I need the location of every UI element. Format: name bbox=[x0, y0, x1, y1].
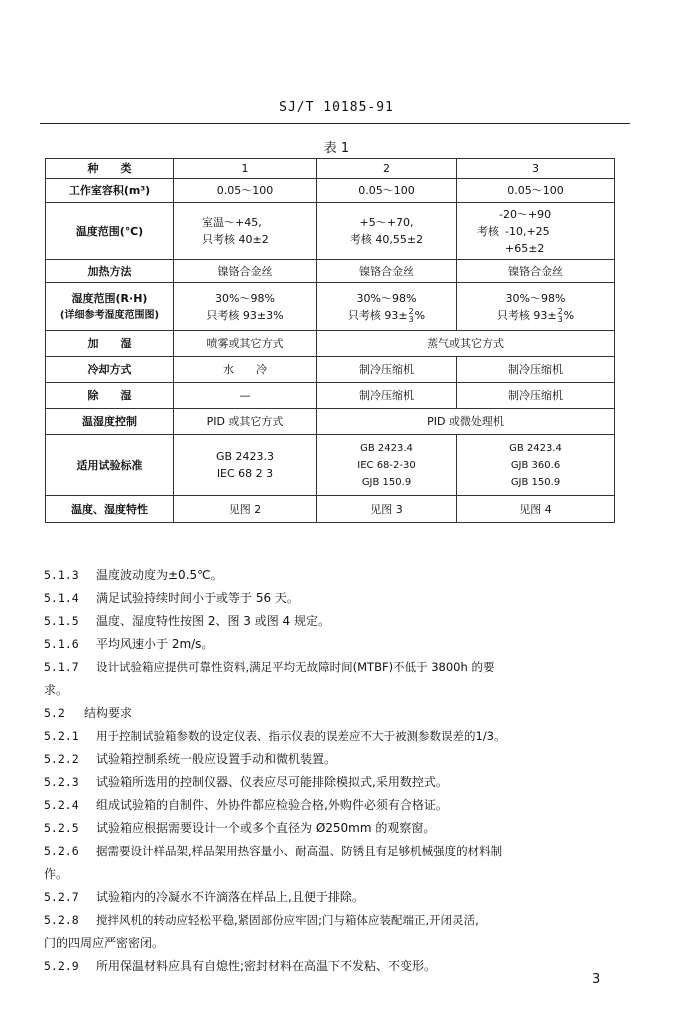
clause-paragraph bbox=[44, 909, 630, 932]
clause-number: 5.2.4 bbox=[44, 798, 79, 812]
row-label: 温度范围(℃) bbox=[46, 203, 174, 260]
header-cell-1: 1 bbox=[174, 159, 317, 179]
cell-line: GB 2423.4 bbox=[509, 442, 562, 454]
clause-paragraph bbox=[44, 794, 630, 817]
clause-text: 平均风速小于 2m/s。 bbox=[96, 637, 214, 651]
table-row bbox=[46, 357, 615, 383]
header-cell-2: 2 bbox=[317, 159, 457, 179]
cell: 制冷压缩机 bbox=[457, 357, 615, 383]
row-label: 冷却方式 bbox=[46, 357, 174, 383]
cell-line: GB 2423.3 bbox=[215, 450, 275, 463]
fraction-denominator: 3 bbox=[557, 314, 563, 324]
cell-line: GJB 150.9 bbox=[510, 476, 561, 488]
spec-table bbox=[45, 158, 615, 523]
row-label: 加热方法 bbox=[46, 260, 174, 283]
cell bbox=[174, 435, 317, 496]
clause-paragraph bbox=[44, 656, 630, 679]
cell-line: 30%～98% bbox=[356, 291, 417, 305]
cell-line: 30%～98% bbox=[505, 291, 566, 305]
cell-line: 室温～+45, bbox=[202, 216, 262, 229]
cell-prefix: 考核 bbox=[477, 224, 499, 238]
table-title: 表 1 bbox=[323, 141, 350, 156]
clause-text: 温度波动度为±0.5℃。 bbox=[96, 568, 223, 582]
cell-line: IEC 68-2-30 bbox=[357, 459, 416, 471]
clause-text: 试验箱内的冷凝水不许滴落在样品上,且便于排除。 bbox=[96, 890, 364, 904]
cell: 0.05～100 bbox=[457, 179, 615, 203]
clause-text: 组成试验箱的自制件、外协件都应检验合格,外购件必须有合格证。 bbox=[96, 798, 448, 812]
cell bbox=[457, 283, 615, 331]
clause-number: 5.2.8 bbox=[44, 913, 79, 927]
cell: 0.05～100 bbox=[317, 179, 457, 203]
fraction bbox=[558, 308, 563, 324]
cell: 制冷压缩机 bbox=[457, 383, 615, 409]
cell: 制冷压缩机 bbox=[317, 383, 457, 409]
clause-paragraph bbox=[44, 886, 630, 909]
header-cell-3: 3 bbox=[457, 159, 615, 179]
clause-number: 5.2.7 bbox=[44, 890, 79, 904]
table-row bbox=[46, 179, 615, 203]
table-row bbox=[46, 409, 615, 435]
table-row bbox=[46, 331, 615, 357]
clause-paragraph bbox=[44, 725, 630, 748]
cell bbox=[317, 435, 457, 496]
cell: 见图 2 bbox=[174, 496, 317, 523]
row-label bbox=[46, 283, 174, 331]
clause-text: 满足试验持续时间小于或等于 56 天。 bbox=[96, 591, 299, 605]
table-header-row bbox=[46, 159, 615, 179]
fraction bbox=[409, 308, 414, 324]
fraction-numerator: 2 bbox=[557, 306, 563, 316]
row-label-line: 湿度范围(R·H) bbox=[71, 291, 148, 305]
cell: PID 或其它方式 bbox=[174, 409, 317, 435]
cell-unit: % bbox=[414, 308, 426, 322]
row-label: 适用试验标准 bbox=[46, 435, 174, 496]
cell-line: +5～+70, bbox=[359, 216, 414, 229]
clause-number: 5.2.6 bbox=[44, 844, 79, 858]
table-row bbox=[46, 203, 615, 260]
header-rule bbox=[40, 123, 630, 124]
merged-cell: PID 或微处理机 bbox=[317, 409, 615, 435]
clause-continuation: 求。 bbox=[44, 683, 69, 697]
cell bbox=[457, 435, 615, 496]
clause-paragraph bbox=[44, 587, 630, 610]
row-label: 温湿度控制 bbox=[46, 409, 174, 435]
clause-paragraph bbox=[44, 564, 630, 587]
cell bbox=[317, 283, 457, 331]
table-row bbox=[46, 496, 615, 523]
cell-line: GB 2423.4 bbox=[360, 442, 413, 454]
clause-number: 5.2.1 bbox=[44, 729, 79, 743]
cell-text: 只考核 93± bbox=[496, 308, 557, 322]
cell-line: 只考核 40±2 bbox=[202, 233, 269, 246]
clause-number: 5.1.6 bbox=[44, 637, 79, 651]
cell-line bbox=[319, 307, 454, 324]
table-row bbox=[46, 435, 615, 496]
row-label: 除 湿 bbox=[46, 383, 174, 409]
cell-line bbox=[477, 223, 612, 240]
merged-cell: 蒸气或其它方式 bbox=[317, 331, 615, 357]
fraction-numerator: 2 bbox=[408, 306, 414, 316]
clause-number: 5.1.5 bbox=[44, 614, 79, 628]
fraction-denominator: 3 bbox=[408, 314, 414, 324]
clause-continuation: 门的四周应严密密闭。 bbox=[44, 936, 165, 950]
standard-code-header: SJ/T 10185-91 bbox=[279, 100, 394, 115]
table-row bbox=[46, 260, 615, 283]
clause-text: 试验箱控制系统一般应设置手动和微机装置。 bbox=[96, 752, 337, 766]
clause-text: 试验箱所选用的控制仪器、仪表应尽可能排除模拟式,采用数控式。 bbox=[96, 775, 448, 789]
cell-line: GJB 360.6 bbox=[510, 459, 561, 471]
clause-text: 温度、湿度特性按图 2、图 3 或图 4 规定。 bbox=[96, 614, 330, 628]
cell: 见图 3 bbox=[317, 496, 457, 523]
clause-number: 5.2.3 bbox=[44, 775, 79, 789]
clause-paragraph bbox=[44, 633, 630, 656]
cell: 镍铬合金丝 bbox=[317, 260, 457, 283]
cell-unit: % bbox=[563, 308, 575, 322]
cell-line: +65±2 bbox=[505, 241, 545, 255]
cell: 制冷压缩机 bbox=[317, 357, 457, 383]
cell-line: 30%～98% bbox=[215, 291, 275, 305]
cell: 镍铬合金丝 bbox=[174, 260, 317, 283]
cell bbox=[174, 283, 317, 331]
clause-text: 据需要设计样品架,样品架用热容量小、耐高温、防锈且有足够机械强度的材料制 bbox=[96, 844, 503, 858]
clause-paragraph bbox=[44, 817, 630, 840]
clause-number: 5.1.7 bbox=[44, 660, 79, 674]
clause-number: 5.1.4 bbox=[44, 591, 79, 605]
row-label: 温度、湿度特性 bbox=[46, 496, 174, 523]
cell bbox=[317, 203, 457, 260]
clause-paragraph bbox=[44, 610, 630, 633]
clause-paragraph bbox=[44, 748, 630, 771]
cell bbox=[174, 203, 317, 260]
cell: 见图 4 bbox=[457, 496, 615, 523]
clause-paragraph bbox=[44, 771, 630, 794]
clause-number: 5.1.3 bbox=[44, 568, 79, 582]
clause-paragraph bbox=[44, 955, 630, 978]
clause-text: 设计试验箱应提供可靠性资料,满足平均无故障时间(MTBF)不低于 3800h 的要 bbox=[96, 660, 495, 674]
clause-text: 用于控制试验箱参数的设定仪表、指示仪表的误差应不大于被测参数误差的1/3。 bbox=[96, 729, 506, 743]
cell: — bbox=[174, 383, 317, 409]
row-label-line: (详细参考湿度范围图) bbox=[59, 309, 160, 321]
clause-number: 5.2.5 bbox=[44, 821, 79, 835]
header-cell-kind: 种 类 bbox=[46, 159, 174, 179]
cell-text: 只考核 93± bbox=[347, 308, 408, 322]
cell-line: 考核 40,55±2 bbox=[349, 233, 424, 246]
table-row bbox=[46, 283, 615, 331]
cell: 镍铬合金丝 bbox=[457, 260, 615, 283]
clause-continuation: 作。 bbox=[44, 867, 69, 881]
clause-text: 所用保温材料应具有自熄性;密封材料在高温下不发粘、不变形。 bbox=[96, 959, 437, 973]
clause-number: 5.2.2 bbox=[44, 752, 79, 766]
cell-line bbox=[459, 307, 612, 324]
cell-line: GJB 150.9 bbox=[361, 476, 412, 488]
clause-text bbox=[44, 564, 630, 978]
cell-line: -20～+90 bbox=[499, 207, 552, 221]
clause-number: 5.2.9 bbox=[44, 959, 79, 973]
clause-text: 试验箱应根据需要设计一个或多个直径为 Ø250mm 的观察窗。 bbox=[96, 821, 436, 835]
cell: 喷雾或其它方式 bbox=[174, 331, 317, 357]
page-number: 3 bbox=[592, 972, 601, 987]
cell-line: IEC 68 2 3 bbox=[216, 467, 274, 480]
cell: 0.05～100 bbox=[174, 179, 317, 203]
clause-number: 5.2 bbox=[44, 706, 65, 720]
clause-text: 结构要求 bbox=[84, 706, 133, 720]
table-row bbox=[46, 383, 615, 409]
cell-line: 只考核 93±3% bbox=[206, 308, 284, 322]
clause-paragraph bbox=[44, 702, 630, 725]
cell: 水 冷 bbox=[174, 357, 317, 383]
row-label: 工作室容积(m³) bbox=[46, 179, 174, 203]
row-label: 加 湿 bbox=[46, 331, 174, 357]
cell-text: -10,+25 bbox=[505, 224, 550, 238]
cell bbox=[457, 203, 615, 260]
clause-text: 搅拌风机的转动应轻松平稳,紧固部份应牢固;门与箱体应装配端正,开闭灵活, bbox=[96, 913, 479, 927]
clause-paragraph bbox=[44, 840, 630, 863]
